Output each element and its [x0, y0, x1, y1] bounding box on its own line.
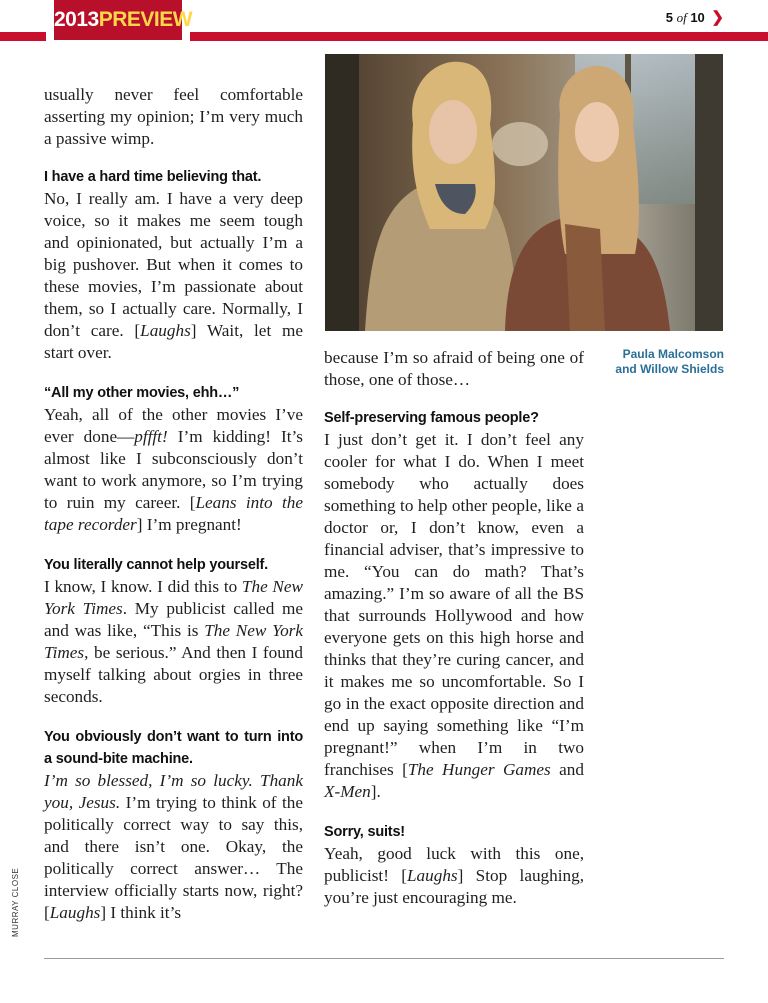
article-photo: [325, 54, 723, 331]
caption-line: Paula Malcomson: [622, 347, 724, 361]
question-heading: You obviously don’t want to turn into a sound-bite machine.: [44, 729, 303, 767]
article-column-right: [324, 347, 584, 927]
chevron-right-icon[interactable]: ❯: [711, 9, 724, 26]
caption-line: and Willow Shields: [615, 362, 724, 376]
answer-paragraph: Yeah, all of the other movies I’ve ever done—pffft! I’m kidding! It’s almost like I subconsciously don’t want to work anymore, so I’m trying to ruin my career. [Leans into the tape recorder] I’m pregnant!: [44, 405, 303, 534]
badge-year: 2013: [54, 8, 99, 31]
photo-caption: [600, 347, 724, 377]
page-indicator[interactable]: [666, 8, 724, 26]
question-heading: “All my other movies, ehh…”: [44, 385, 240, 401]
answer-paragraph: I’m so blessed, I’m so lucky. Thank you, Jesus. I’m trying to think of the politically correct way to say this, and there isn’t one. Okay, the politically correct answer… The interview officially starts now, right? [Laughs] I think it’s: [44, 771, 304, 922]
question-heading: Self-preserving famous people?: [324, 410, 539, 426]
question-heading: I have a hard time believing that.: [44, 169, 262, 185]
answer-paragraph: I just don’t get it. I don’t feel any cooler for what I do. When I meet somebody who actually does something to help other people, like a doctor or, I don’t know, even a financial adviser, that’s impressive to me. “You can do math? That’s amazing.” I’m so aware of all the BS that surrounds Hollywood and how everyone gets on this high horse and thinks that they’re curing cancer, and it makes me so uncomfortable. So I go in the exact opposite direction and end up saying something like “I’m pregnant!” when I’m in two franchises [The Hunger Games and X-Men].: [324, 430, 584, 801]
photo-credit: MURRAY CLOSE: [11, 867, 20, 937]
answer-paragraph: No, I really am. I have a very deep voice, so it makes me seem tough and opinionated, but actually I’m a big pushover. But when it comes to these movies, I’m passionate about them, so I actually care. Normally, I don’t care. [Laughs] Wait, let me start over.: [44, 189, 303, 362]
answer-paragraph: Yeah, good luck with this one, publicist! [Laughs] Stop laughing, you’re just encouraging me.: [324, 844, 584, 907]
page-of-label: of: [676, 10, 687, 25]
badge-word: PREVIEW: [98, 8, 193, 31]
page-current: 5: [665, 10, 673, 25]
photo-illustration: [325, 54, 723, 331]
question-heading: You literally cannot help yourself.: [44, 557, 268, 573]
section-badge: [54, 0, 193, 40]
answer-paragraph: I know, I know. I did this to The New York Times. My publicist called me and was like, “This is The New York Times, be serious.” And then I found myself talking about orgies in three seconds.: [44, 577, 304, 706]
page-total: 10: [690, 10, 705, 25]
answer-paragraph: because I’m so afraid of being one of those, one of those…: [324, 348, 584, 389]
answer-paragraph: usually never feel comfortable asserting my opinion; I’m very much a passive wimp.: [44, 85, 303, 148]
article-column-left: [44, 84, 303, 942]
question-heading: Sorry, suits!: [324, 824, 405, 840]
footer-divider: [44, 958, 724, 959]
